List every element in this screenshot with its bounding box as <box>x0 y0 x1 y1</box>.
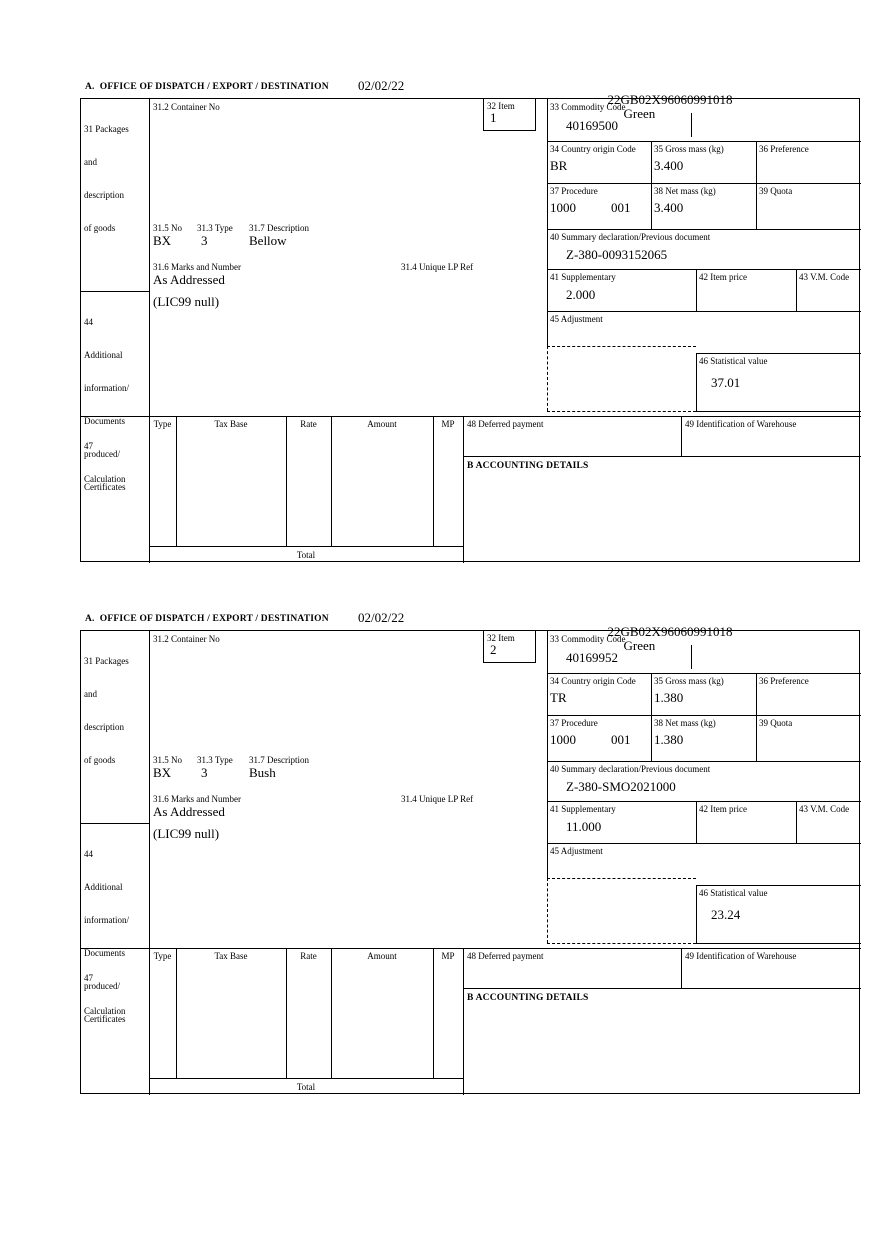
procedure-code-extension-value: 001 <box>611 732 631 747</box>
calc-amount-column-line <box>433 948 434 1078</box>
box44-label-line1: 44 <box>84 317 93 327</box>
item-number-value: 1 <box>490 110 497 125</box>
box40-bottom-line <box>547 269 861 270</box>
box37-label: 37 Procedure <box>550 186 598 196</box>
box46-top-line <box>696 353 861 354</box>
movement-reference-number: 22GB02X96060991018 <box>607 624 733 639</box>
box31-5-label: 31.5 No <box>153 755 182 765</box>
gross-mass-value: 3.400 <box>654 158 684 173</box>
calc-col-amount-header: Amount <box>367 419 397 429</box>
box48-label: 48 Deferred payment <box>467 419 544 429</box>
box41-row-bottom-line <box>547 311 861 312</box>
box41-label: 41 Supplementary <box>550 272 616 282</box>
box34-35-divider <box>651 673 652 761</box>
box31-label <box>84 102 129 256</box>
box31-label-line4: of goods <box>84 223 116 233</box>
box47-label <box>84 419 126 507</box>
commodity-code-value: 40169952 <box>566 650 618 665</box>
adjustment-dashed-left-line <box>547 346 548 411</box>
supplementary-units-value: 11.000 <box>566 819 602 834</box>
adjustment-dashed-bottom-line <box>547 411 696 412</box>
box31-label-line1: 31 Packages <box>84 656 129 666</box>
box31-label-line2: and <box>84 157 97 167</box>
box35-label: 35 Gross mass (kg) <box>654 676 724 686</box>
country-origin-value: BR <box>550 158 568 173</box>
box44-label-line4: Documents <box>84 416 125 426</box>
routing-status: Green <box>623 638 656 653</box>
box44-label-line1: 44 <box>84 849 93 859</box>
box31-3-label: 31.3 Type <box>197 755 233 765</box>
gross-mass-value: 1.380 <box>654 690 684 705</box>
box47-label-line2: Calculation <box>84 474 126 484</box>
box31-label-line4: of goods <box>84 755 116 765</box>
accounting-top-line <box>463 988 861 989</box>
box47-label-line1: 47 <box>84 973 93 983</box>
box47-label-line1: 47 <box>84 441 93 451</box>
calc-col-taxbase-header: Tax Base <box>214 951 248 961</box>
total-row-top-line <box>149 546 463 547</box>
box46-label: 46 Statistical value <box>699 356 768 366</box>
box49-label: 49 Identification of Warehouse <box>685 419 797 429</box>
right-column-divider <box>547 99 548 346</box>
box44-top-line <box>81 291 149 292</box>
box39-label: 39 Quota <box>759 718 793 728</box>
calc-taxbase-column-line <box>286 948 287 1078</box>
item-number-box <box>483 631 536 663</box>
accounting-top-line <box>463 456 861 457</box>
box43-label: 43 V.M. Code <box>799 804 850 814</box>
calc-col-taxbase-header: Tax Base <box>214 419 248 429</box>
box31-label <box>84 634 129 788</box>
box37-label: 37 Procedure <box>550 718 598 728</box>
box36-label: 36 Preference <box>759 144 809 154</box>
box49-label: 49 Identification of Warehouse <box>685 951 797 961</box>
box44-label-line2: Additional <box>84 882 123 892</box>
box37-row-bottom-line <box>547 229 861 230</box>
package-count-value: BX <box>153 765 172 780</box>
calc-col-mp-header: MP <box>441 419 455 429</box>
box46-left-line <box>696 885 697 943</box>
box40-bottom-line <box>547 801 861 802</box>
box42-label: 42 Item price <box>699 804 747 814</box>
box31-label-line1: 31 Packages <box>84 124 129 134</box>
procedure-code-value: 1000 <box>550 200 576 215</box>
box32-label: 32 Item <box>487 101 515 111</box>
box44-label-line6: Certificates <box>84 482 126 492</box>
box44-label-line5: produced/ <box>84 449 120 459</box>
calc-total-label: Total <box>296 1082 316 1092</box>
calc-col-rate-header: Rate <box>300 951 317 961</box>
left-column-divider <box>149 99 150 563</box>
box35-label: 35 Gross mass (kg) <box>654 144 724 154</box>
box46-bottom-line <box>696 943 861 944</box>
box44-label-line5: produced/ <box>84 981 120 991</box>
box34-row-bottom-line <box>547 715 861 716</box>
box39-label: 39 Quota <box>759 186 793 196</box>
commodity-code-tick-mark <box>691 113 692 137</box>
office-of-dispatch-heading: A. OFFICE OF DISPATCH / EXPORT / DESTINATION <box>85 82 329 92</box>
box41-label: 41 Supplementary <box>550 804 616 814</box>
box45-label: 45 Adjustment <box>550 314 603 324</box>
calc-table-right-line <box>463 948 464 1095</box>
box31-6-label: 31.6 Marks and Number <box>153 262 241 272</box>
box32-label: 32 Item <box>487 633 515 643</box>
goods-description-value: Bush <box>249 765 276 780</box>
calculation-section-top-line <box>81 416 861 417</box>
package-type-value: 3 <box>201 233 208 248</box>
box31-2-label: 31.2 Container No <box>153 102 220 112</box>
box31-3-label: 31.3 Type <box>197 223 233 233</box>
box44-label-line3: information/ <box>84 915 129 925</box>
dispatch-date: 02/02/22 <box>358 610 405 625</box>
box31-label-line3: description <box>84 722 124 732</box>
box31-2-label: 31.2 Container No <box>153 634 220 644</box>
calculation-section-top-line <box>81 948 861 949</box>
calc-type-column-line <box>176 948 177 1078</box>
goods-description-value: Bellow <box>249 233 287 248</box>
box46-left-line <box>696 353 697 411</box>
office-of-dispatch-heading: A. OFFICE OF DISPATCH / EXPORT / DESTINATION <box>85 614 329 624</box>
box31-5-label: 31.5 No <box>153 223 182 233</box>
procedure-code-value: 1000 <box>550 732 576 747</box>
box33-label: 33 Commodity Code <box>550 102 626 112</box>
additional-information-value: (LIC99 null) <box>153 826 220 841</box>
box44-label-line4: Documents <box>84 948 125 958</box>
box37-row-bottom-line <box>547 761 861 762</box>
adjustment-dashed-bottom-line <box>547 943 696 944</box>
dispatch-date: 02/02/22 <box>358 78 405 93</box>
box42-label: 42 Item price <box>699 272 747 282</box>
box31-label-line3: description <box>84 190 124 200</box>
calc-col-type-header: Type <box>153 419 172 429</box>
net-mass-value: 3.400 <box>654 200 684 215</box>
box48-label: 48 Deferred payment <box>467 951 544 961</box>
calc-type-column-line <box>176 416 177 546</box>
adjustment-dashed-left-line <box>547 878 548 943</box>
total-row-top-line <box>149 1078 463 1079</box>
statistical-value: 37.01 <box>711 375 741 390</box>
goods-item-form <box>80 630 860 1094</box>
box34-label: 34 Country origin Code <box>550 676 636 686</box>
box36-label: 36 Preference <box>759 676 809 686</box>
calc-rate-column-line <box>331 416 332 546</box>
package-type-value: 3 <box>201 765 208 780</box>
box40-label: 40 Summary declaration/Previous document <box>550 764 711 774</box>
net-mass-value: 1.380 <box>654 732 684 747</box>
calc-total-label: Total <box>296 550 316 560</box>
box41-42-divider <box>696 801 697 843</box>
box43-label: 43 V.M. Code <box>799 272 850 282</box>
calc-taxbase-column-line <box>286 416 287 546</box>
item-number-box <box>483 99 536 131</box>
right-column-divider <box>547 631 548 878</box>
box31-6-label: 31.6 Marks and Number <box>153 794 241 804</box>
box33-bottom-line <box>547 141 861 142</box>
goods-item-form <box>80 98 860 562</box>
adjustment-dashed-top-line <box>547 346 696 347</box>
box48-49-divider <box>681 416 682 456</box>
procedure-code-extension-value: 001 <box>611 200 631 215</box>
box31-4-label: 31.4 Unique LP Ref <box>401 262 474 272</box>
previous-document-value: Z-380-SMO2021000 <box>566 779 676 794</box>
box47-label-line2: Calculation <box>84 1006 126 1016</box>
box41-42-divider <box>696 269 697 311</box>
calc-table-right-line <box>463 416 464 563</box>
box31-7-label: 31.7 Description <box>249 223 309 233</box>
movement-reference-number: 22GB02X96060991018 <box>607 92 733 107</box>
box46-top-line <box>696 885 861 886</box>
calc-col-mp-header: MP <box>441 951 455 961</box>
box33-label: 33 Commodity Code <box>550 634 626 644</box>
calc-rate-column-line <box>331 948 332 1078</box>
box46-label: 46 Statistical value <box>699 888 768 898</box>
previous-document-value: Z-380-0093152065 <box>566 247 668 262</box>
box38-label: 38 Net mass (kg) <box>654 186 716 196</box>
box44-label-line3: information/ <box>84 383 129 393</box>
commodity-code-value: 40169500 <box>566 118 618 133</box>
box45-label: 45 Adjustment <box>550 846 603 856</box>
box48-49-divider <box>681 948 682 988</box>
routing-status: Green <box>623 106 656 121</box>
accounting-details-heading: B ACCOUNTING DETAILS <box>467 461 589 471</box>
box44-label-line6: Certificates <box>84 1014 126 1024</box>
left-column-divider <box>149 631 150 1095</box>
marks-and-numbers-value: As Addressed <box>153 272 225 287</box>
item-number-value: 2 <box>490 642 497 657</box>
box42-43-divider <box>796 269 797 311</box>
box38-label: 38 Net mass (kg) <box>654 718 716 728</box>
box34-label: 34 Country origin Code <box>550 144 636 154</box>
adjustment-dashed-top-line <box>547 878 696 879</box>
calc-col-rate-header: Rate <box>300 419 317 429</box>
goods-item-section <box>0 78 882 568</box>
box44-top-line <box>81 823 149 824</box>
box35-36-divider <box>756 141 757 229</box>
box34-35-divider <box>651 141 652 229</box>
box34-row-bottom-line <box>547 183 861 184</box>
package-count-value: BX <box>153 233 172 248</box>
supplementary-units-value: 2.000 <box>566 287 596 302</box>
marks-and-numbers-value: As Addressed <box>153 804 225 819</box>
box31-7-label: 31.7 Description <box>249 755 309 765</box>
commodity-code-tick-mark <box>691 645 692 669</box>
box33-bottom-line <box>547 673 861 674</box>
calc-amount-column-line <box>433 416 434 546</box>
box44-label-line2: Additional <box>84 350 123 360</box>
box41-row-bottom-line <box>547 843 861 844</box>
calc-col-type-header: Type <box>153 951 172 961</box>
box31-4-label: 31.4 Unique LP Ref <box>401 794 474 804</box>
box47-label <box>84 951 126 1039</box>
box46-bottom-line <box>696 411 861 412</box>
statistical-value: 23.24 <box>711 907 741 922</box>
calc-col-amount-header: Amount <box>367 951 397 961</box>
box40-label: 40 Summary declaration/Previous document <box>550 232 711 242</box>
accounting-details-heading: B ACCOUNTING DETAILS <box>467 993 589 1003</box>
box31-label-line2: and <box>84 689 97 699</box>
additional-information-value: (LIC99 null) <box>153 294 220 309</box>
goods-item-section <box>0 610 882 1100</box>
box42-43-divider <box>796 801 797 843</box>
country-origin-value: TR <box>550 690 567 705</box>
box35-36-divider <box>756 673 757 761</box>
